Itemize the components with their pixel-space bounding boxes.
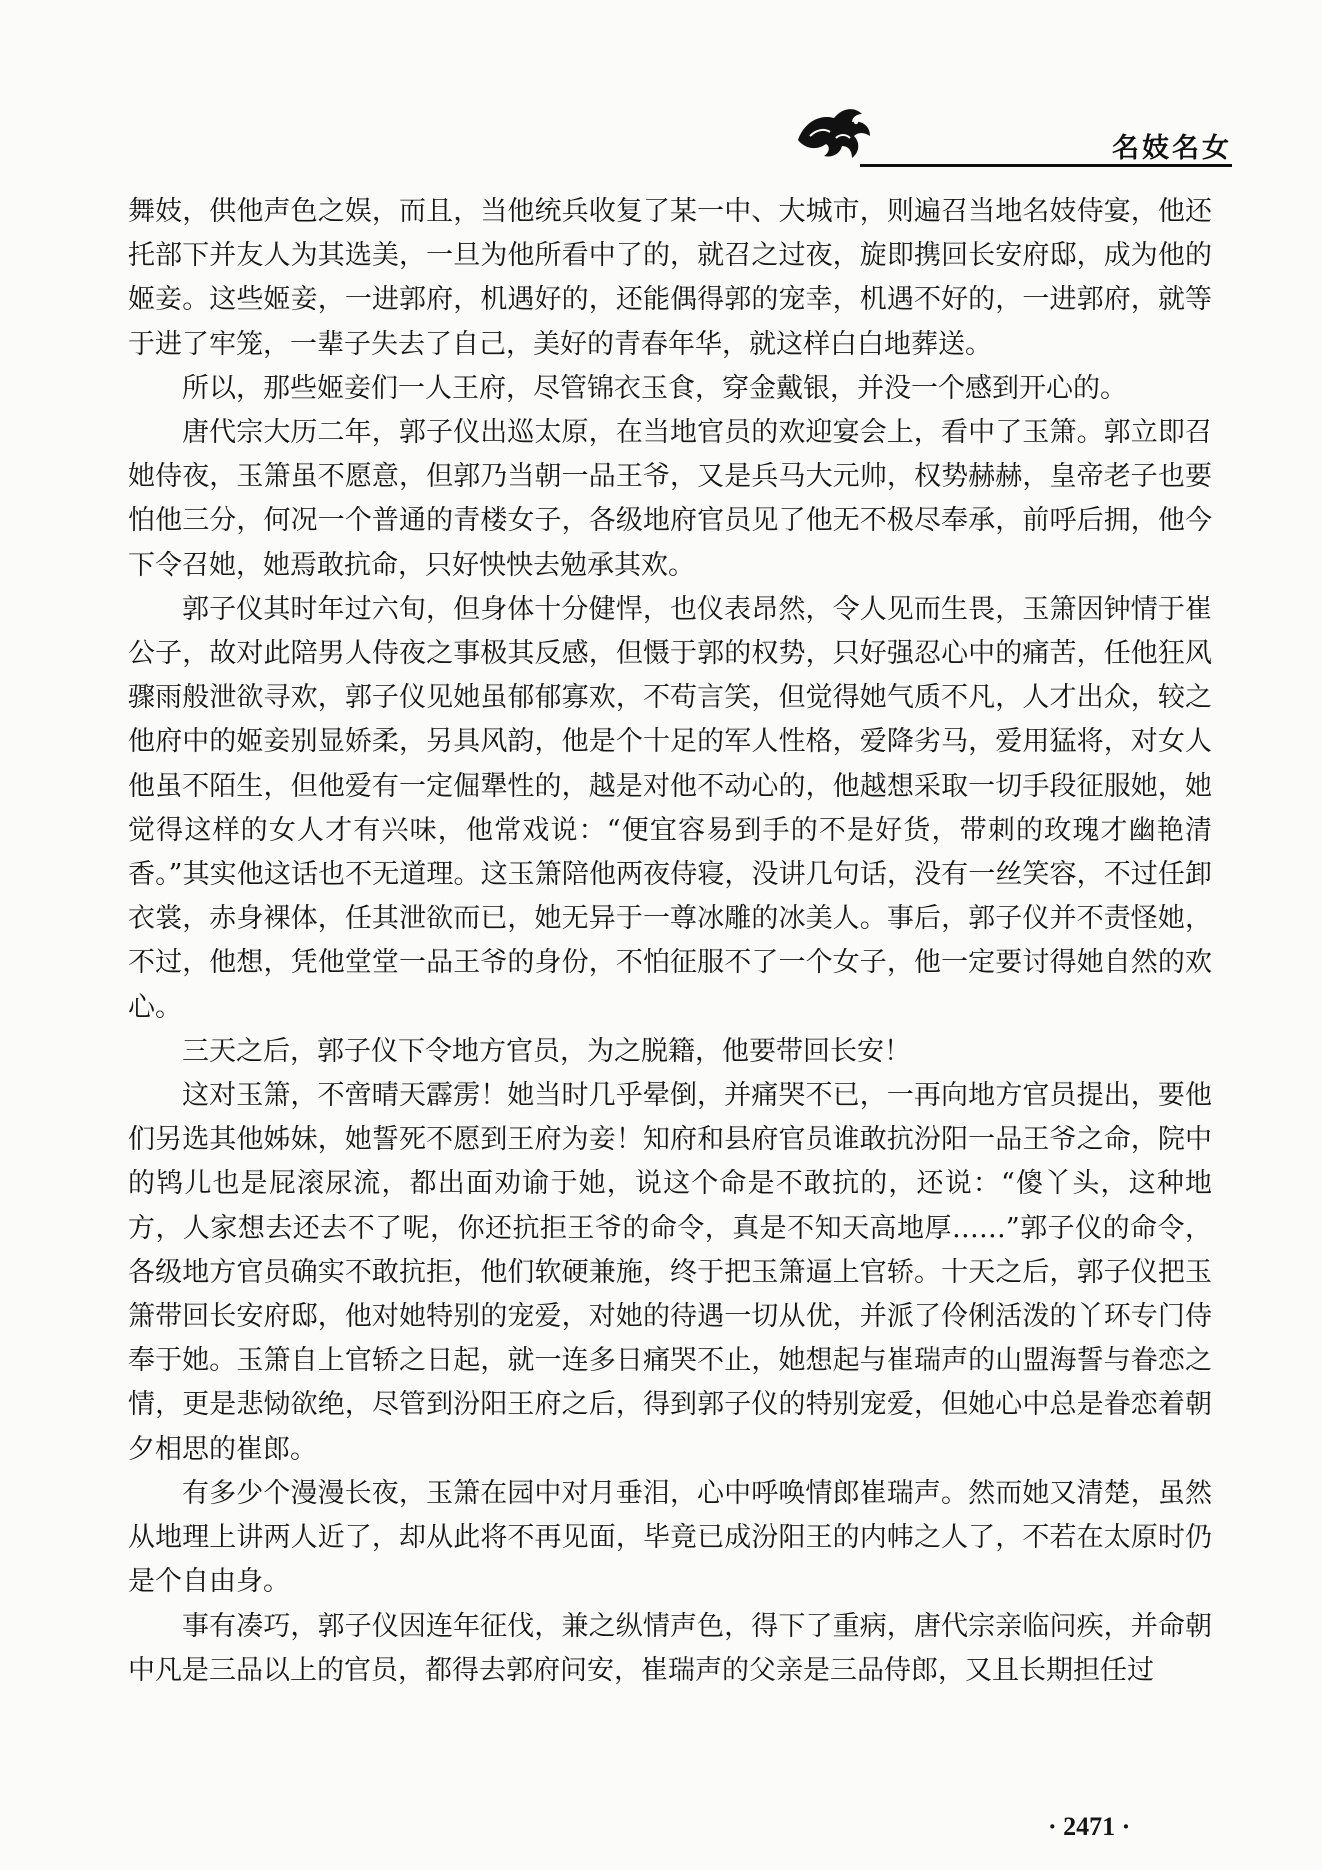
paragraph: 所以，那些姬妾们一人王府，尽管锦衣玉食，穿金戴银，并没一个感到开心的。 bbox=[182, 372, 1127, 404]
body-text bbox=[128, 190, 1212, 1693]
header-rule bbox=[860, 164, 1232, 167]
header-title: 名妓名女 bbox=[1112, 133, 1232, 164]
page-header bbox=[790, 100, 1232, 170]
paragraph: 唐代宗大历二年，郭子仪出巡太原，在当地官员的欢迎宴会上，看中了玉箫。郭立即召她侍夜，玉箫虽不愿意，但郭乃当朝一品王爷，又是兵马大元帅，权势赫赫，皇帝老子也要怕他三分，何况一个普通的青楼女子，各级地府官员见了他无不极尽奉承，前呼后拥，他今下令召她，她焉敢抗命，只好怏怏去勉承其欢。 bbox=[128, 417, 1212, 581]
page-number: · 2471 · bbox=[1048, 1812, 1131, 1841]
paragraph: 有多少个漫漫长夜，玉箫在园中对月垂泪，心中呼唤情郎崔瑞声。然而她又清楚，虽然从地理上讲两人近了，却从此将不再见面，毕竟已成汾阳王的内帏之人了，不若在太原时仍是个自由身。 bbox=[128, 1477, 1212, 1598]
dragon-emblem-icon bbox=[790, 100, 882, 164]
paragraph: 郭子仪其时年过六旬，但身体十分健悍，也仪表昂然，令人见而生畏，玉箫因钟情于崔公子，故对此陪男人侍夜之事极其反感，但慑于郭的权势，只好强忍心中的痛苦，任他狂风骤雨般泄欲寻欢，郭子仪见她虽郁郁寡欢，不苟言笑，但觉得她气质不凡，人才出众，较之他府中的姬妾别显娇柔，另具风韵，他是个十足的军人性格，爱降劣马，爱用猛将，对女人他虽不陌生，但他爱有一定倔犟性的，越是对他不动心的，他越想采取一切手段征服她，她觉得这样的女人才有兴味，他常戏说：“便宜容易到手的不是好货，带刺的玫瑰才幽艳清香。”其实他这话也不无道理。这玉箫陪他两夜侍寝，没讲几句话，没有一丝笑容，不过任卸衣裳，赤身裸体，任其泄欲而已，她无异于一尊冰雕的冰美人。事后，郭子仪并不责怪她，不过，他想，凭他堂堂一品王爷的身份，不怕征服不了一个女子，他一定要讨得她自然的欢心。 bbox=[128, 593, 1212, 1023]
paragraph: 三天之后，郭子仪下令地方官员，为之脱籍，他要带回长安！ bbox=[182, 1035, 911, 1067]
paragraph: 事有凑巧，郭子仪因连年征伐，兼之纵情声色，得下了重病，唐代宗亲临问疾，并命朝中凡是三品以上的官员，都得去郭府问安，崔瑞声的父亲是三品侍郎，又且长期担任过 bbox=[128, 1610, 1212, 1686]
paragraph: 舞妓，供他声色之娱，而且，当他统兵收复了某一中、大城市，则遍召当地名妓侍宴，他还托部下并友人为其选美，一旦为他所看中了的，就召之过夜，旋即携回长安府邸，成为他的姬妾。这些姬妾，一进郭府，机遇好的，还能偶得郭的宠幸，机遇不好的，一进郭府，就等于进了牢笼，一辈子失去了自己，美好的青春年华，就这样白白地葬送。 bbox=[128, 196, 1212, 360]
paragraph: 这对玉箫，不啻晴天霹雳！她当时几乎晕倒，并痛哭不已，一再向地方官员提出，要他们另选其他姊妹，她誓死不愿到王府为妾！知府和县府官员谁敢抗汾阳一品王爷之命，院中的鸨儿也是屁滚尿流，都出面劝谕于她，说这个命是不敢抗的，还说：“傻丫头，这种地方，人家想去还去不了呢，你还抗拒王爷的命令，真是不知天高地厚……”郭子仪的命令，各级地方官员确实不敢抗拒，他们软硬兼施，终于把玉箫逼上官轿。十天之后，郭子仪把玉箫带回长安府邸，他对她特别的宠爱，对她的待遇一切从优，并派了伶俐活泼的丫环专门侍奉于她。玉箫自上官轿之日起，就一连多日痛哭不止，她想起与崔瑞声的山盟海誓与眷恋之情，更是悲恸欲绝，尽管到汾阳王府之后，得到郭子仪的特别宠爱，但她心中总是眷恋着朝夕相思的崔郎。 bbox=[128, 1080, 1212, 1465]
